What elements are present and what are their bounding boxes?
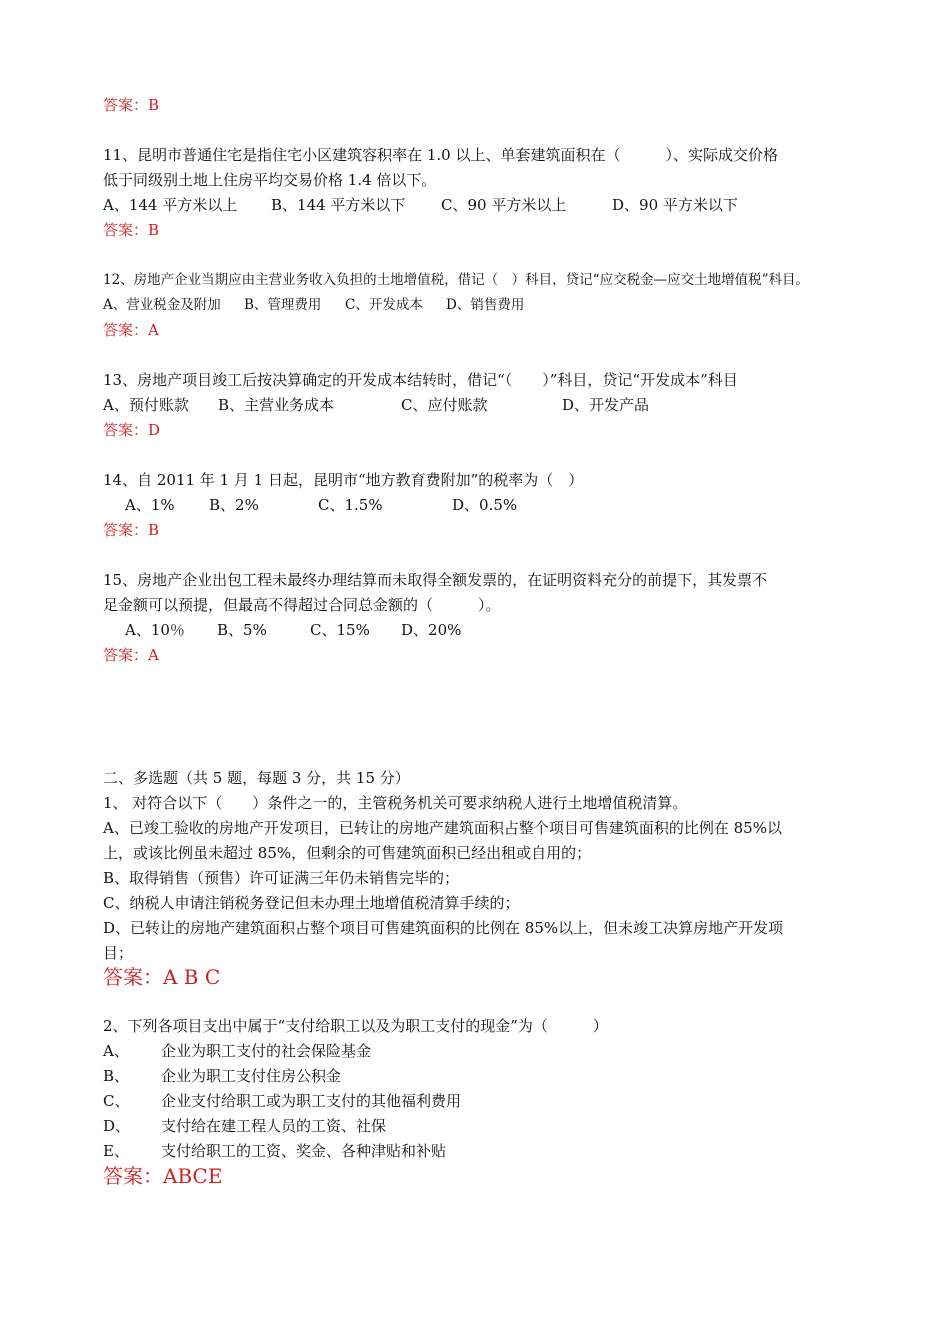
section-heading: 二、多选题（共 5 题，每题 3 分，共 15 分） [103,769,410,787]
option-d: D、开发产品 [562,396,650,414]
option-d: D、 支付给在建工程人员的工资、社保 [103,1117,387,1135]
option-b: B、主营业务成本 [218,396,335,414]
option-a: A、10％ [125,621,185,639]
question-15-line2: 足金额可以预提，但最高不得超过合同总金额的（ ）。 [103,596,501,614]
option-a: A、营业税金及附加 [103,297,221,313]
option-d: D、销售费用 [446,297,525,313]
option-e: E、 支付给职工的工资、奖金、各种津贴和补贴 [103,1142,447,1160]
question-12: 12、房地产企业当期应由主营业务收入负担的土地增值税，借记（ ）科目，贷记“应交税金—应交土地增值税”科目。 [103,272,809,288]
option-b: B、144 平方米以下 [271,196,406,214]
option-b: B、2% [209,496,259,514]
answer-multi-1: 答案：A B C [103,965,221,989]
option-c: C、应付账款 [401,396,488,414]
question-text: 2、下列各项目支出中属于“支付给职工以及为职工支付的现金”为（ ） [103,1017,608,1035]
question-13: 13、房地产项目竣工后按决算确定的开发成本结转时，借记“（ ）”科目，贷记“开发成本”科目 [103,371,738,389]
question-15-line1: 15、房地产企业出包工程未最终办理结算而未取得全额发票的，在证明资料充分的前提下，其发票不 [103,571,768,589]
answer-multi-2: 答案：ABCE [103,1164,223,1188]
option-a: A、144 平方米以上 [103,196,238,214]
question-11-line2: 低于同级别土地上住房平均交易价格 1.4 倍以下。 [103,171,437,189]
option-d: D、20% [401,621,462,639]
option-c: C、1.5% [318,496,383,514]
option-d: D、0.5% [452,496,518,514]
option-d-line1: D、已转让的房地产建筑面积占整个项目可售建筑面积的比例在 85%以上，但未竣工决算房地产开发项 [103,919,784,937]
answer-q14: 答案：B [103,521,160,539]
option-a-line2: 上，或该比例虽未超过 85%，但剩余的可售建筑面积已经出租或自用的； [103,844,592,862]
option-b: B、管理费用 [244,297,322,313]
question-14: 14、自 2011 年 1 月 1 日起，昆明市“地方教育费附加”的税率为（ ） [103,471,584,489]
question-text: 1、 对符合以下（ ）条件之一的，主管税务机关可要求纳税人进行土地增值税清算。 [103,794,688,812]
answer-q11: 答案：B [103,221,160,239]
answer-q13: 答案：D [103,421,161,439]
answer-q15: 答案：A [103,646,159,664]
option-b: B、取得销售（预售）许可证满三年仍未销售完毕的； [103,869,460,887]
option-b: B、5% [217,621,267,639]
multi-question-1 [103,791,848,966]
option-a: A、预付账款 [103,396,189,414]
option-d: D、90 平方米以下 [612,196,738,214]
option-a-line1: A、已竣工验收的房地产开发项目，已转让的房地产建筑面积占整个项目可售建筑面积的比例在 85%以 [103,819,782,837]
option-c: C、 企业支付给职工或为职工支付的其他福利费用 [103,1092,462,1110]
option-a: A、1% [125,496,175,514]
option-c: C、90 平方米以上 [441,196,567,214]
multi-question-2 [103,1014,848,1164]
answer-q12: 答案：A [103,321,159,339]
answer-q10: 答案：B [103,96,160,114]
option-c: C、15% [310,621,370,639]
question-11-line1: 11、昆明市普通住宅是指住宅小区建筑容积率在 1.0 以上、单套建筑面积在（ ）、实际成交价格 [103,146,778,164]
option-c: C、开发成本 [345,297,423,313]
option-c: C、纳税人申请注销税务登记但未办理土地增值税清算手续的； [103,894,520,912]
option-d-line2: 目； [103,944,134,962]
option-a: A、 企业为职工支付的社会保险基金 [103,1042,372,1060]
option-b: B、 企业为职工支付住房公积金 [103,1067,342,1085]
